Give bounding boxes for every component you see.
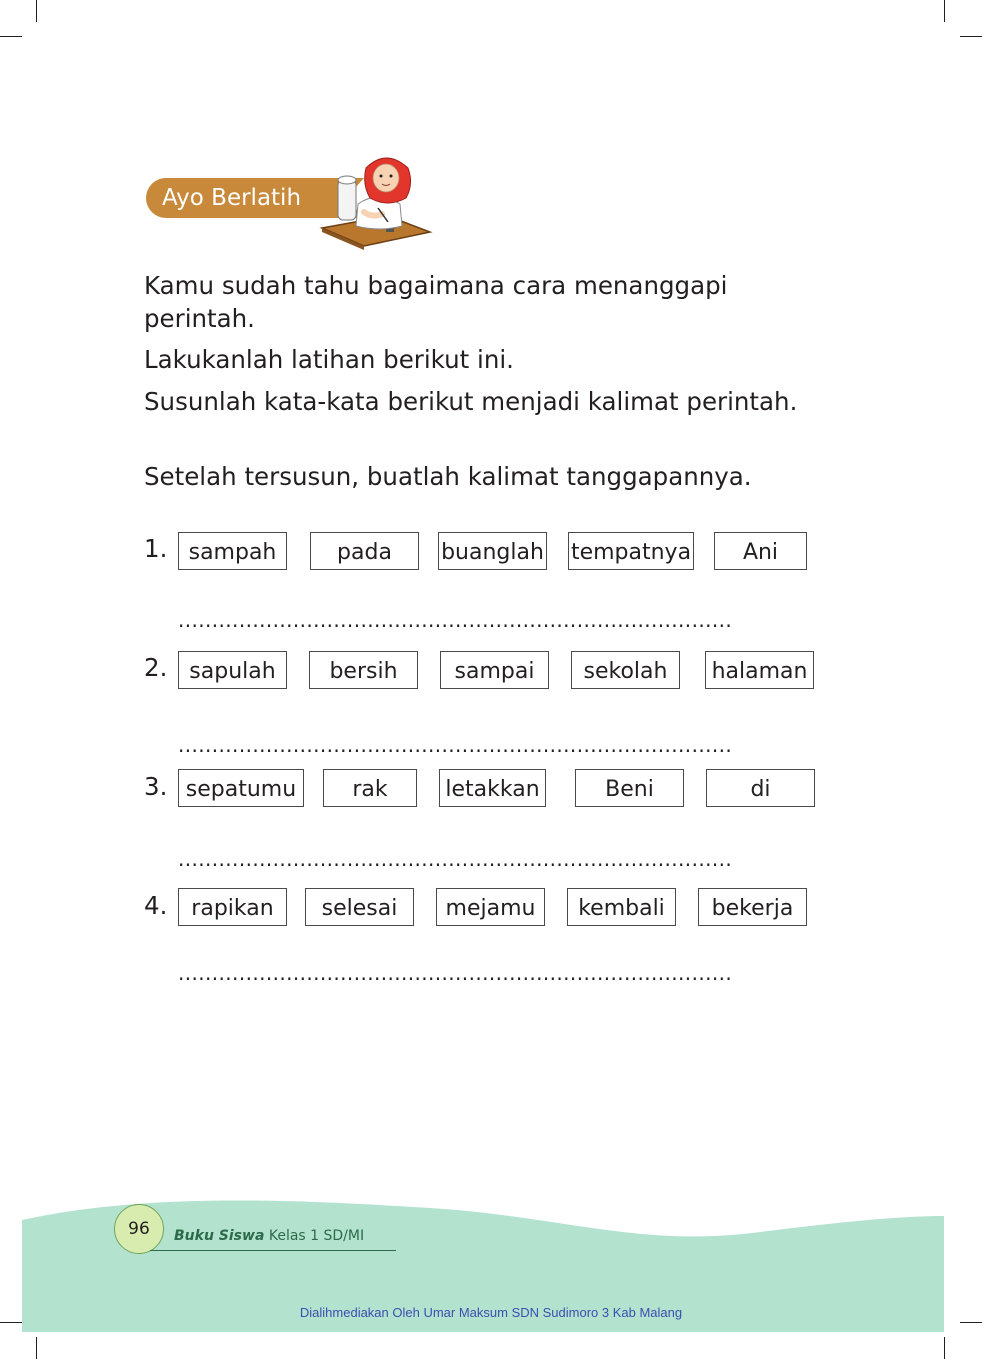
crop-mark: [36, 1337, 37, 1359]
word-box: sekolah: [571, 651, 680, 689]
word-box: tempatnya: [568, 532, 694, 570]
word-box: rapikan: [178, 888, 287, 926]
answer-line: ..................................................................................: [178, 963, 733, 983]
credit-text: Dialihmediakan Oleh Umar Maksum SDN Sudimoro 3 Kab Malang: [299, 1305, 683, 1320]
word-box: buanglah: [438, 532, 547, 570]
crop-mark: [944, 1337, 945, 1359]
instruction-text: Lakukanlah latihan berikut ini.: [144, 345, 514, 374]
answer-line: ..................................................................................: [178, 735, 733, 755]
section-banner: [146, 178, 346, 218]
instruction-text: Setelah tersusun, buatlah kalimat tanggapannya.: [144, 462, 752, 491]
word-box: rak: [323, 769, 417, 807]
instruction-text: Susunlah kata-kata berikut menjadi kalimat perintah.: [144, 387, 798, 416]
word-box: bersih: [309, 651, 418, 689]
word-box: sampah: [178, 532, 287, 570]
answer-line: ..................................................................................: [178, 610, 733, 630]
word-box: selesai: [305, 888, 414, 926]
book-title-bold: Buku Siswa: [174, 1228, 265, 1244]
exercise-number: 2.: [144, 653, 168, 682]
exercise-number: 1.: [144, 534, 168, 563]
exercise-number: 4.: [144, 891, 168, 920]
word-box: sapulah: [178, 651, 287, 689]
crop-mark: [944, 0, 945, 22]
word-box: sepatumu: [178, 769, 304, 807]
crop-mark: [0, 36, 22, 37]
answer-line: ..................................................................................: [178, 849, 733, 869]
word-box: Ani: [714, 532, 807, 570]
section-banner-label: Ayo Berlatih: [162, 185, 302, 211]
crop-mark: [960, 36, 982, 37]
word-box: kembali: [567, 888, 676, 926]
word-box: pada: [310, 532, 419, 570]
word-box: di: [706, 769, 815, 807]
word-box: letakkan: [439, 769, 546, 807]
book-title-rest: Kelas 1 SD/MI: [264, 1228, 365, 1244]
word-box: mejamu: [436, 888, 545, 926]
word-box: Beni: [575, 769, 684, 807]
word-box: sampai: [440, 651, 549, 689]
word-box: bekerja: [698, 888, 807, 926]
student-illustration-icon: [318, 146, 434, 250]
word-box: halaman: [705, 651, 814, 689]
exercise-number: 3.: [144, 772, 168, 801]
page-number: 96: [114, 1204, 164, 1254]
crop-mark: [36, 0, 37, 22]
book-title-underline: [150, 1250, 396, 1251]
instruction-text: Kamu sudah tahu bagaimana cara menanggapi perintah.: [144, 271, 728, 333]
book-title: [174, 1228, 364, 1244]
